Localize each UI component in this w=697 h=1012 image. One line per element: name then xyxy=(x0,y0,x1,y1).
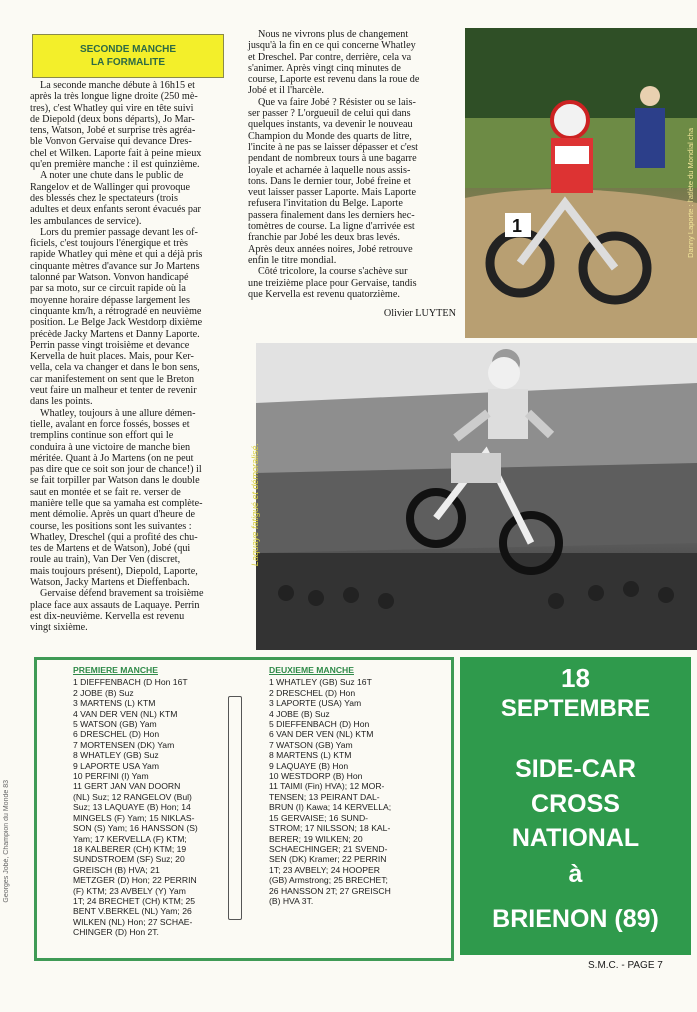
result-line: 9 LAQUAYE (B) Hon xyxy=(269,760,349,771)
article-line: position. Le Belge Jack Westdorp dixième xyxy=(30,317,203,329)
result-line: CHINGER (D) Hon 2T. xyxy=(73,927,159,938)
article-line: chel et Wilken. Laporte fait à peine mieux xyxy=(30,147,202,159)
article-line: A noter une chute dans le public de xyxy=(40,170,184,182)
promo-line-a: à xyxy=(568,860,583,888)
article-line: vella, cela va changer et dans le bon sens, xyxy=(30,362,200,374)
article-line: Rangelov et de Wallinger qui provoque xyxy=(30,181,190,193)
article-line: ble Vonvon Gervaise qui devance Dres- xyxy=(30,136,192,148)
article-line: ser passer ? L'orgueuil de celui qui dans xyxy=(248,108,411,120)
article-line: se fait torpiller par Watson dans le double xyxy=(30,475,200,487)
result-line: 1 DIEFFENBACH (D Hon 16T xyxy=(73,677,188,688)
svg-text:1: 1 xyxy=(512,216,523,236)
article-line: franchie par Jobé les deux bras levés. xyxy=(248,232,400,244)
article-line: cinquante mètres d'avance sur Jo Martens xyxy=(30,260,200,272)
section-heading xyxy=(32,34,224,78)
article-line: loyale et acharnée à laquelle nous assis- xyxy=(248,164,411,176)
article-line: cinquante km/h, a rétrogradé en neuvième xyxy=(30,305,202,317)
article-line: veut faire un malheur et tenter de revenir xyxy=(30,385,197,397)
photo-laquaye-jump xyxy=(250,343,697,650)
result-line: 8 WHATLEY (GB) Suz xyxy=(73,750,159,761)
article-column-middle xyxy=(248,29,456,300)
result-line: 10 WESTDORP (B) Hon xyxy=(269,771,363,782)
article-line: jusqu'à la fin en ce qui concerne Whatley xyxy=(248,40,416,52)
results-table xyxy=(34,657,454,961)
article-line: tres), c'est Whatley qui vire en tête suivi xyxy=(30,102,194,114)
article-line: ficiels, c'est toujours l'énergique et très xyxy=(30,238,188,250)
result-line: 2 DRESCHEL (D) Hon xyxy=(269,687,356,698)
result-line: 15 GERVAISE; 16 SUND- xyxy=(269,812,369,823)
result-line: METZGER (D) Hon; 22 PERRIN xyxy=(73,875,197,886)
second-heat-title: DEUXIEME MANCHE xyxy=(269,665,354,675)
first-heat-title: PREMIERE MANCHE xyxy=(73,665,158,675)
article-line: Gervaise défend bravement sa troisième xyxy=(40,588,204,600)
promo-line-brienon: BRIENON (89) xyxy=(492,905,659,933)
promo-line-cross: CROSS xyxy=(531,790,620,818)
article-line: La seconde manche débute à 16h15 et xyxy=(40,80,196,91)
article-line: passera finalement dans les derniers hec- xyxy=(248,209,415,221)
jump-photo-illustration xyxy=(256,343,697,650)
article-line: s'animer. Après vingt cinq minutes de xyxy=(248,62,401,74)
article-line: une treizième place pour Gervaise, tandis xyxy=(248,277,417,289)
results-divider xyxy=(228,696,242,920)
article-line: est dix-neuvième. Kervella est revenu xyxy=(30,610,185,622)
article-line: et Dreschel. Par contre, derrière, cela va xyxy=(248,51,412,63)
article-line: les ambulances de service). xyxy=(30,215,142,227)
result-line: BERER; 19 WILKEN; 20 xyxy=(269,833,363,844)
result-line: 5 DIEFFENBACH (D) Hon xyxy=(269,719,370,730)
result-line: STROM; 17 NILSSON; 18 KAL- xyxy=(269,823,391,834)
result-line: 5 WATSON (GB) Yam xyxy=(73,719,157,730)
article-line: Lors du premier passage devant les of- xyxy=(40,226,198,238)
article-line: tons. Dans le dernier tour, Jobé freine et xyxy=(248,175,411,187)
result-line: (F) KTM; 23 AVBELY (Y) Yam xyxy=(73,885,186,896)
article-line: Whatley, Dreschel (qui a profité des chu- xyxy=(30,531,198,543)
result-line: 10 PERFINI (I) Yam xyxy=(73,771,149,782)
sidecar-promo-box xyxy=(460,657,691,955)
article-line: tielle, avalant en force fossés, bosses et xyxy=(30,418,190,430)
article-line: pendant de nombreux tours à une bagarre xyxy=(248,153,417,165)
article-line: rapide Whatley qui mène et qui a déjà pris xyxy=(30,249,203,261)
article-line: l'incite à ne pas se laisser dépasser et c'est xyxy=(248,141,418,153)
article-line: de Diepold (deux bons départs), Jo Mar- xyxy=(30,113,195,125)
result-line: MINGELS (F) Yam; 15 NIKLAS- xyxy=(73,812,195,823)
rider-photo-illustration xyxy=(465,28,697,338)
article-line: Nous ne vivrons plus de changement xyxy=(258,29,409,40)
article-line: Watson, Jacky Martens et Dieffenbach. xyxy=(30,577,190,589)
margin-caption: Georges Jobé, Champion du Monde 83 xyxy=(3,780,10,903)
article-line: place face aux assauts de Laquaye. Perrin xyxy=(30,599,200,611)
caption-photo-2: Laquaye fatigué et démoralisé. xyxy=(250,443,260,567)
result-line: 7 MORTENSEN (DK) Yam xyxy=(73,739,175,750)
result-line: BRUN (I) Kawa; 14 KERVELLA; xyxy=(269,802,392,813)
article-line: mais toujours présent), Diepold, Laporte, xyxy=(30,565,198,577)
article-line: conduira à une victoire de manche bien xyxy=(30,441,191,453)
result-line: 3 LAPORTE (USA) Yam xyxy=(269,698,362,709)
article-line: enfin le titre mondial. xyxy=(248,254,337,266)
result-line: Yam; 17 KERVELLA (F) KTM; xyxy=(73,833,187,844)
result-line: 1T; 24 BRECHET (CH) KTM; 25 xyxy=(73,895,196,906)
article-line: méritée. Quant à Jo Martens (on ne peut xyxy=(30,452,194,464)
heading-line-1: SECONDE MANCHE xyxy=(79,44,177,55)
result-line: GREISCH (B) HVA; 21 xyxy=(73,864,160,875)
second-heat-results xyxy=(269,665,444,906)
result-line: 2 JOBE (B) Suz xyxy=(73,687,134,698)
article-line: ment démolie. Après un quart d'heure de xyxy=(30,509,196,521)
result-line: 11 TAIMI (Fin) HVA); 12 MOR- xyxy=(269,781,385,792)
result-line: BENT V.BERKEL (NL) Yam; 26 xyxy=(73,906,192,917)
page-footer: S.M.C. - PAGE 7 xyxy=(588,960,663,971)
result-line: 4 JOBE (B) Suz xyxy=(269,708,330,719)
author: Olivier LUYTEN xyxy=(383,308,456,319)
result-line: SCHAECHINGER; 21 SVEND- xyxy=(269,843,388,854)
article-line: pas dire que ce soit son jour de chance!) il xyxy=(30,464,202,476)
result-line: 1 WHATLEY (GB) Suz 16T xyxy=(269,677,372,688)
article-line: course, les positions sont les suivantes : xyxy=(30,520,192,532)
article-line: précède Jacky Martens et Danny Laporte. xyxy=(30,328,200,340)
result-line: 18 KALBERER (CH) KTM; 19 xyxy=(73,843,187,854)
result-line: 6 DRESCHEL (D) Hon xyxy=(73,729,160,740)
article-line: que Kervella est revenu quatorzième. xyxy=(248,288,400,300)
result-line: 4 VAN DER VEN (NL) KTM xyxy=(73,708,178,719)
article-line: moyenne horaire dépasse largement les xyxy=(30,294,190,306)
article-line: Jobé et il l'harcèle. xyxy=(248,85,324,97)
article-line: vingt sixième. xyxy=(30,622,88,634)
article-line: Champion du Monde des quarts de litre, xyxy=(248,130,412,142)
article-line: saut en montée et se fait re. verser de xyxy=(30,486,181,498)
article-line: manière telle que sa yamaha est complète- xyxy=(30,497,203,509)
result-line: TENSEN; 13 PEIRANT DAL- xyxy=(269,791,380,802)
result-line: 1T; 23 AVBELY; 24 HOOPER xyxy=(269,864,380,875)
article-line: Que va faire Jobé ? Résister ou se lais- xyxy=(258,96,416,108)
caption-photo-1: Danny Laporte : l'atlète du Mondial cha xyxy=(686,128,695,258)
article-line: tomètres de course. La ligne d'arrivée est xyxy=(248,221,415,233)
article-line: quelques instants, va devenir le nouveau xyxy=(248,119,413,131)
article-line: veut laisser passer Laporte. Mais Laporte xyxy=(248,187,417,199)
article-line: car manifestement on sent que le Breton xyxy=(30,373,195,385)
photo-laporte xyxy=(465,28,697,338)
result-line: Suz; 13 LAQUAYE (B) Hon; 14 xyxy=(73,802,191,813)
article-line: refusera l'invitation du Belge. Laporte xyxy=(248,198,403,210)
result-line: 3 MARTENS (L) KTM xyxy=(73,698,156,709)
result-line: SEN (DK) Kramer; 22 PERRIN xyxy=(269,854,387,865)
article-line: Perrin passe vingt troisième et devance xyxy=(30,339,190,351)
promo-line-sidecar: SIDE-CAR xyxy=(515,755,636,783)
article-line: qu'en première manche : il est quinzième. xyxy=(30,159,200,171)
first-heat-results xyxy=(73,665,253,938)
article-line: des blessés chez le spectateurs (trois xyxy=(30,192,178,204)
promo-date-day: 18 xyxy=(561,663,590,693)
article-line: Après deux années noires, Jobé retrouve xyxy=(248,243,413,255)
result-line: SON (S) Yam; 16 HANSSON (S) xyxy=(73,823,198,834)
article-line: après la très longue ligne droite (250 mè- xyxy=(30,91,198,103)
result-line: SUNDSTROEM (SF) Suz; 20 xyxy=(73,854,185,865)
article-line: talonné par Watson. Vonvon handicapé xyxy=(30,272,189,284)
result-line: 9 LAPORTE USA Yam xyxy=(73,760,159,771)
result-line: 8 MARTENS (L) KTM xyxy=(269,750,352,761)
result-line: (NL) Suz; 12 RANGELOV (Bul) xyxy=(73,791,192,802)
result-line: (B) HVA 3T. xyxy=(269,895,314,906)
result-line: 6 VAN DER VEN (NL) KTM xyxy=(269,729,374,740)
result-line: 26 HANSSON 2T; 27 GREISCH xyxy=(269,885,391,896)
result-line: WILKEN (NL) Hon; 27 SCHAE- xyxy=(73,916,193,927)
article-line: tens, Watson, Jobé et surprise très agréa- xyxy=(30,125,196,137)
article-line: roule au train), Van Der Ven (discret, xyxy=(30,554,181,566)
result-line: (GB) Armstrong; 25 BRECHET; xyxy=(269,875,388,886)
article-line: Whatley, toujours à une allure démen- xyxy=(40,407,196,419)
promo-date-month: SEPTEMBRE xyxy=(500,695,651,722)
article-line: par sa moto, sur ce circuit rapide où la xyxy=(30,283,186,295)
article-line: Kervella de huit places. Mais, pour Ker- xyxy=(30,351,194,363)
promo-line-national: NATIONAL xyxy=(511,824,640,852)
article-line: tremplins continue son effort qui le xyxy=(30,430,174,442)
article-line: dans les points. xyxy=(30,396,93,408)
article-line: adultes et deux enfants seront évacués par xyxy=(30,204,201,216)
result-line: 7 WATSON (GB) Yam xyxy=(269,739,353,750)
article-column-left xyxy=(30,80,225,634)
article-line: tes de Martens et de Watson), Jobé (qui xyxy=(30,543,191,555)
article-line: Côté tricolore, la course s'achève sur xyxy=(258,266,408,278)
heading-line-2: LA FORMALITE xyxy=(90,57,166,68)
article-line: course, Laporte est revenu dans la roue de xyxy=(248,74,420,86)
result-line: 11 GERT JAN VAN DOORN xyxy=(73,781,181,792)
